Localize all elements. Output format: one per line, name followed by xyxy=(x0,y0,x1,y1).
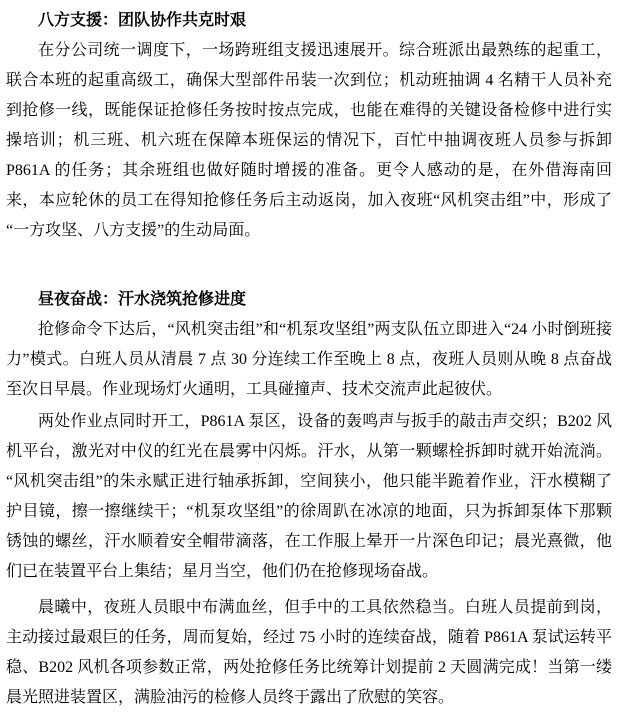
paragraph-completion: 晨曦中，夜班人员眼中布满血丝，但手中的工具依然稳当。白班人员提前到岗，主动接过最艰巨的任务，周而复始，经过 75 小时的连续奋战，随着 P861A 泵试运转平稳、B202 风机各项参数正常，两处抢修任务比统筹计划提前 2 天圆满完成！当第一缕晨光照进装置区，满脸油污的检修人员终于露出了欣慰的笑容。 xyxy=(6,599,612,706)
paragraph-shift-relay: 抢修命令下达后，“风机突击组”和“机泵攻坚组”两支队伍立即进入“24 小时倒班接力”模式。白班人员从清晨 7 点 30 分连续工作至晚上 8 点，夜班人员则从晚 8 点奋战至次日早晨。作业现场灯火通明，工具碰撞声、技术交流声此起彼伏。 xyxy=(6,321,612,398)
paragraph-worksites-sweat: 两处作业点同时开工，P861A 泵区，设备的轰鸣声与扳手的敲击声交织；B202 风机平台，激光对中仪的红光在晨雾中闪烁。汗水，从第一颗螺栓拆卸时就开始流淌。“风机突击组”的朱永赋正进行轴承拆卸，空间狭小，他只能半跪着作业，汗水模糊了护目镜，擦一擦继续干；“机泵攻坚组”的徐周趴在冰凉的地面，只为拆卸泵体下那颗锈蚀的螺丝，汗水顺着安全帽带滴落，在工作服上晕开一片深色印记；晨光熹微，他们已在装置平台上集结；星月当空，他们仍在抢修现场奋战。 xyxy=(6,413,612,580)
paragraph-support: 在分公司统一调度下，一场跨班组支援迅速展开。综合班派出最熟练的起重工，联合本班的起重高级工，确保大型部件吊装一次到位；机动班抽调 4 名精干人员补充到抢修一线，既能保证抢修任务按时按点完成，也能在难得的关键设备检修中进行实操培训；机三班、机六班在保障本班保运的情况下，百忙中抽调夜班人员参与拆卸 P861A 的任务；其余班组也做好随时增援的准备。更令人感动的是，在外借海南回来，本应轮休的员工在得知抢修任务后主动返岗，加入夜班“风机突击组”中，形成了“一方攻坚、八方支援”的生动局面。 xyxy=(6,42,612,239)
section-heading-day-night-battle: 昼夜奋战：汗水浇筑抢修进度 xyxy=(38,291,247,308)
section-heading-support: 八方支援：团队协作共克时艰 xyxy=(38,12,247,29)
